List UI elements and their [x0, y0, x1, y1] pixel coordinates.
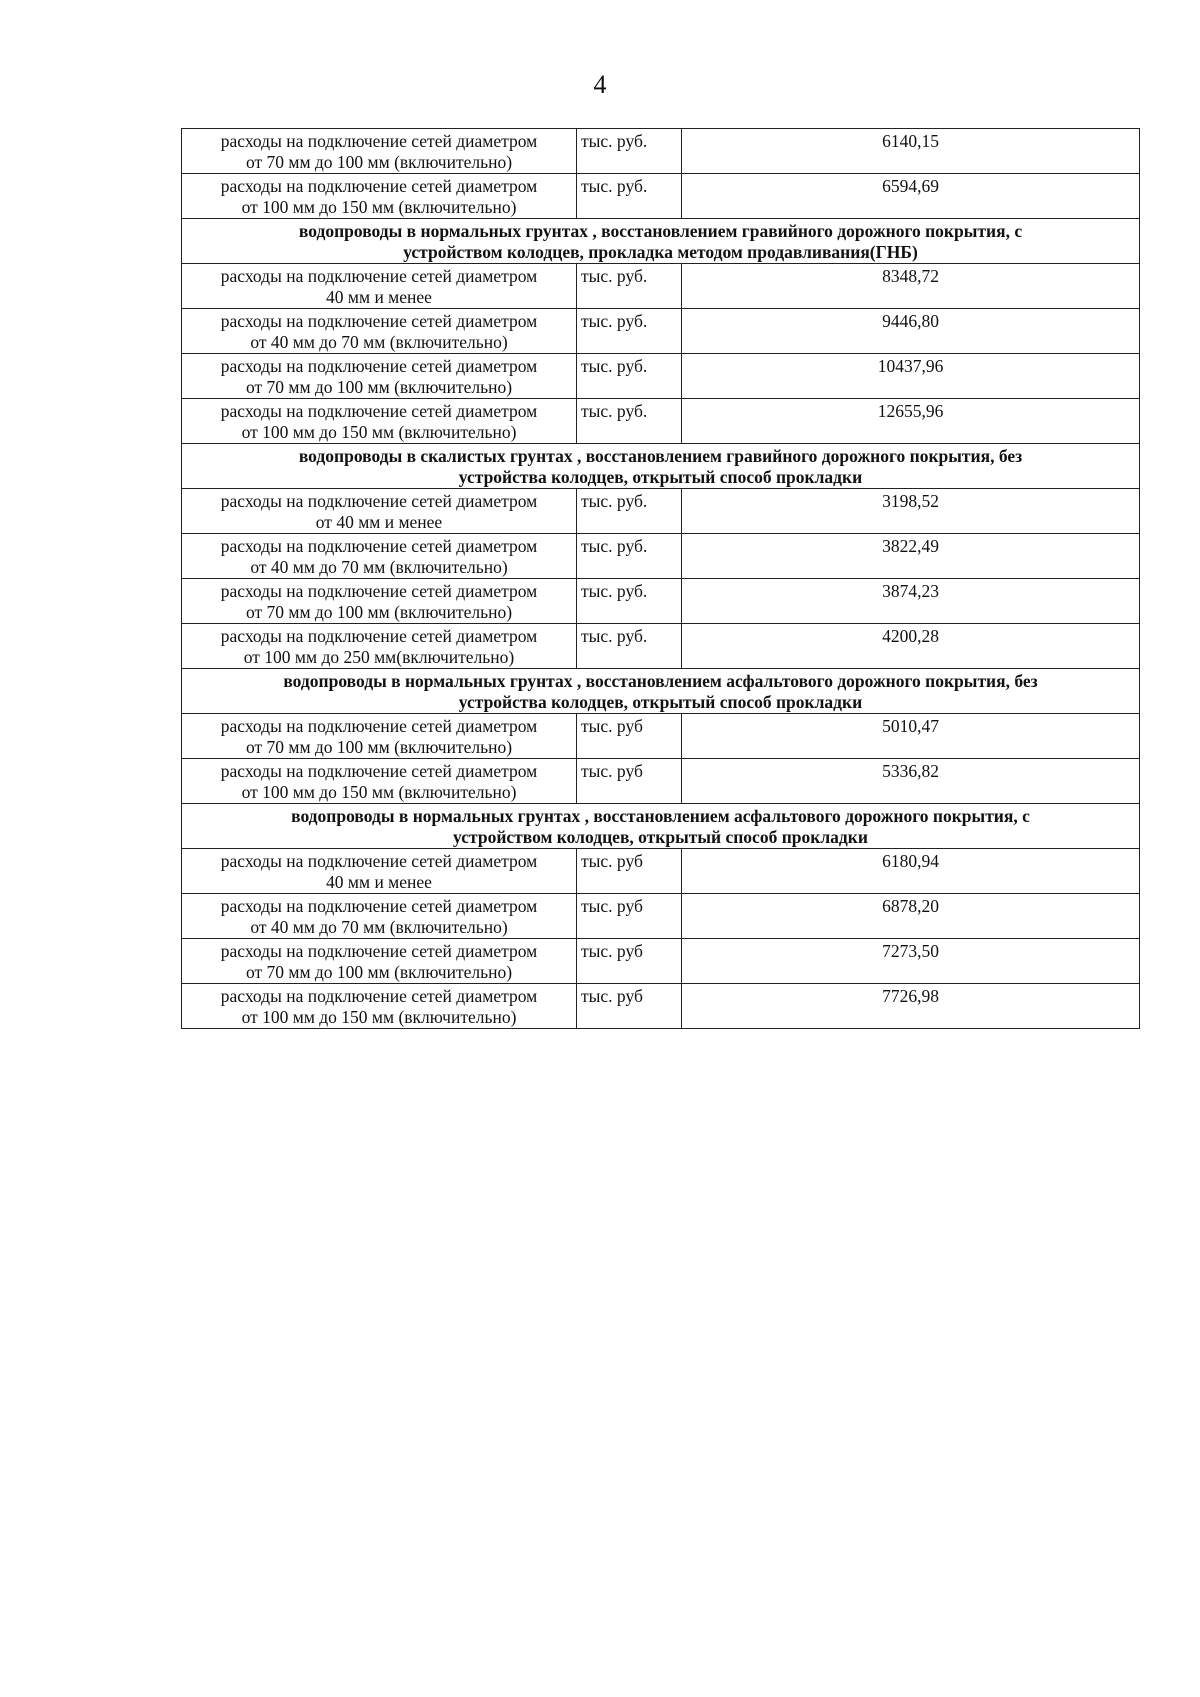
description-cell	[182, 489, 577, 534]
section-title-line: устройства колодцев, открытый способ прокладки	[458, 692, 863, 712]
table-row	[182, 264, 1140, 309]
section-header-row	[182, 669, 1140, 714]
value-cell: 6594,69	[682, 174, 1140, 219]
table-row	[182, 759, 1140, 804]
unit-cell: тыс. руб	[577, 759, 682, 804]
description-line: расходы на подключение сетей диаметром	[220, 761, 538, 781]
description-line: 40 мм и менее	[326, 872, 432, 892]
description-cell	[182, 309, 577, 354]
section-title-line: устройством колодцев, прокладка методом продавливания(ГНБ)	[403, 242, 918, 262]
unit-cell: тыс. руб.	[577, 309, 682, 354]
value-cell: 8348,72	[682, 264, 1140, 309]
value-cell: 6180,94	[682, 849, 1140, 894]
table-row	[182, 174, 1140, 219]
section-header-row	[182, 804, 1140, 849]
description-line: расходы на подключение сетей диаметром	[220, 941, 538, 961]
section-title	[182, 444, 1140, 489]
description-line: расходы на подключение сетей диаметром	[220, 401, 538, 421]
description-cell	[182, 894, 577, 939]
table-row	[182, 624, 1140, 669]
description-line: от 70 мм до 100 мм (включительно)	[245, 962, 513, 982]
value-cell: 10437,96	[682, 354, 1140, 399]
value-cell: 9446,80	[682, 309, 1140, 354]
value-cell: 6140,15	[682, 129, 1140, 174]
description-cell	[182, 849, 577, 894]
description-line: расходы на подключение сетей диаметром	[220, 176, 538, 196]
unit-cell: тыс. руб	[577, 939, 682, 984]
section-title	[182, 804, 1140, 849]
description-line: от 100 мм до 150 мм (включительно)	[241, 197, 517, 217]
table-row	[182, 399, 1140, 444]
unit-cell: тыс. руб	[577, 714, 682, 759]
table-row	[182, 489, 1140, 534]
table-row	[182, 309, 1140, 354]
table-row	[182, 984, 1140, 1029]
value-cell: 3822,49	[682, 534, 1140, 579]
unit-cell: тыс. руб.	[577, 399, 682, 444]
section-header-row	[182, 444, 1140, 489]
description-cell	[182, 129, 577, 174]
description-line: от 100 мм до 150 мм (включительно)	[241, 1007, 517, 1027]
description-line: расходы на подключение сетей диаметром	[220, 851, 538, 871]
description-line: 40 мм и менее	[326, 287, 432, 307]
unit-cell: тыс. руб.	[577, 489, 682, 534]
description-cell	[182, 759, 577, 804]
page-number: 4	[593, 70, 607, 99]
description-cell	[182, 939, 577, 984]
section-title-line: водопроводы в нормальных грунтах , восстановлением гравийного дорожного покрытия, с	[298, 221, 1023, 241]
description-line: расходы на подключение сетей диаметром	[220, 536, 538, 556]
description-line: от 40 мм до 70 мм (включительно)	[250, 917, 508, 937]
description-line: расходы на подключение сетей диаметром	[220, 626, 538, 646]
description-line: расходы на подключение сетей диаметром	[220, 131, 538, 151]
table-row	[182, 894, 1140, 939]
description-cell	[182, 579, 577, 624]
description-line: от 40 мм до 70 мм (включительно)	[250, 557, 508, 577]
description-line: расходы на подключение сетей диаметром	[220, 581, 538, 601]
description-cell	[182, 264, 577, 309]
unit-cell: тыс. руб.	[577, 579, 682, 624]
table-row	[182, 534, 1140, 579]
unit-cell: тыс. руб.	[577, 624, 682, 669]
section-title-line: водопроводы в нормальных грунтах , восстановлением асфальтового дорожного покрытия, с	[291, 806, 1030, 826]
description-line: от 40 мм до 70 мм (включительно)	[250, 332, 508, 352]
description-line: от 100 мм до 250 мм(включительно)	[243, 647, 515, 667]
tariff-table	[181, 128, 1140, 1029]
value-cell: 7726,98	[682, 984, 1140, 1029]
value-cell: 4200,28	[682, 624, 1140, 669]
value-cell: 7273,50	[682, 939, 1140, 984]
description-line: расходы на подключение сетей диаметром	[220, 266, 538, 286]
value-cell: 3198,52	[682, 489, 1140, 534]
section-title	[182, 669, 1140, 714]
description-cell	[182, 354, 577, 399]
description-line: от 40 мм и менее	[315, 512, 443, 532]
description-line: от 70 мм до 100 мм (включительно)	[245, 377, 513, 397]
section-title-line: устройством колодцев, открытый способ прокладки	[453, 827, 868, 847]
unit-cell: тыс. руб	[577, 984, 682, 1029]
description-line: расходы на подключение сетей диаметром	[220, 491, 538, 511]
description-line: от 70 мм до 100 мм (включительно)	[245, 152, 513, 172]
unit-cell: тыс. руб.	[577, 354, 682, 399]
description-cell	[182, 714, 577, 759]
value-cell: 12655,96	[682, 399, 1140, 444]
value-cell: 6878,20	[682, 894, 1140, 939]
tariff-table-body	[182, 129, 1140, 1029]
table-row	[182, 579, 1140, 624]
description-line: расходы на подключение сетей диаметром	[220, 896, 538, 916]
unit-cell: тыс. руб	[577, 894, 682, 939]
table-row	[182, 354, 1140, 399]
description-cell	[182, 984, 577, 1029]
table-row	[182, 129, 1140, 174]
description-line: расходы на подключение сетей диаметром	[220, 716, 538, 736]
description-line: расходы на подключение сетей диаметром	[220, 356, 538, 376]
section-title-line: устройства колодцев, открытый способ прокладки	[458, 467, 863, 487]
section-title-line: водопроводы в нормальных грунтах , восстановлением асфальтового дорожного покрытия, без	[283, 671, 1038, 691]
description-cell	[182, 534, 577, 579]
unit-cell: тыс. руб.	[577, 534, 682, 579]
description-line: от 100 мм до 150 мм (включительно)	[241, 782, 517, 802]
section-title	[182, 219, 1140, 264]
description-line: от 100 мм до 150 мм (включительно)	[241, 422, 517, 442]
description-line: от 70 мм до 100 мм (включительно)	[245, 602, 513, 622]
description-cell	[182, 624, 577, 669]
unit-cell: тыс. руб	[577, 849, 682, 894]
section-title-line: водопроводы в скалистых грунтах , восстановлением гравийного дорожного покрытия, без	[298, 446, 1023, 466]
value-cell: 5336,82	[682, 759, 1140, 804]
description-line: от 70 мм до 100 мм (включительно)	[245, 737, 513, 757]
table-row	[182, 849, 1140, 894]
section-header-row	[182, 219, 1140, 264]
description-cell	[182, 399, 577, 444]
description-line: расходы на подключение сетей диаметром	[220, 311, 538, 331]
unit-cell: тыс. руб.	[577, 264, 682, 309]
table-row	[182, 714, 1140, 759]
unit-cell: тыс. руб.	[577, 129, 682, 174]
table-row	[182, 939, 1140, 984]
value-cell: 3874,23	[682, 579, 1140, 624]
description-line: расходы на подключение сетей диаметром	[220, 986, 538, 1006]
value-cell: 5010,47	[682, 714, 1140, 759]
description-cell	[182, 174, 577, 219]
unit-cell: тыс. руб.	[577, 174, 682, 219]
